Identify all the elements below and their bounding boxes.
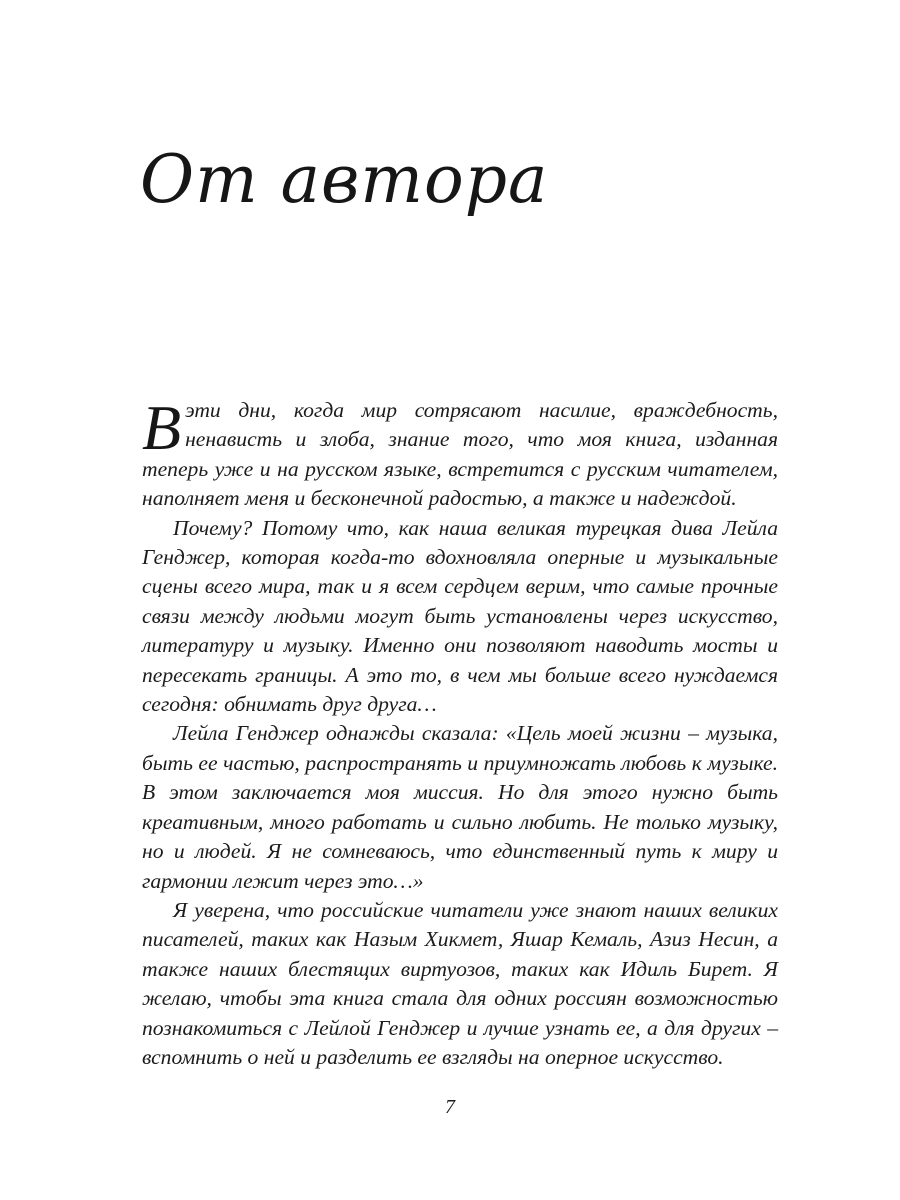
paragraph-4: Я уверена, что российские читатели уже знают наших великих писателей, таких как Назым Хикмет, Яшар Кемаль, Азиз Несин, а также наших блестящих виртуозов, таких как Идиль Бирет. Я желаю, чтобы эта книга стала для одних россиян возможностью познакомиться с Лейлой Генджер и лучше узнать ее, а для других – вспомнить о ней и разделить ее взгляды на оперное искусство. <box>142 897 778 1069</box>
page-number: 7 <box>445 1096 455 1118</box>
body-text <box>142 392 778 1072</box>
paragraph-2: Почему? Потому что, как наша великая турецкая дива Лейла Генджер, которая когда-то вдохновляла оперные и музыкальные сцены всего мира, так и я всем сердцем верим, что самые прочные связи между людьми могут быть установлены через искусство, литературу и музыку. Именно они позволяют наводить мосты и пересекать границы. А это то, в чем мы больше всего нуждаемся сегодня: обнимать друг друга… <box>142 515 778 717</box>
drop-cap: В <box>142 392 182 463</box>
paragraph-1 <box>142 392 778 514</box>
paragraph-1-text: эти дни, когда мир сотрясают насилие, враждебность, ненависть и злоба, знание того, что моя книга, изданная теперь уже и на русском языке, встретится с русским читателем, наполняет меня и бесконечной радостью, а также и надеждой. <box>142 398 778 511</box>
paragraph-3: Лейла Генджер однажды сказала: «Цель моей жизни – музыка, быть ее частью, распространять и приумножать любовь к музыке. В этом заключается моя миссия. Но для этого нужно быть креативным, много работать и сильно любить. Не только музыку, но и людей. Я не сомневаюсь, что единственный путь к миру и гармонии лежит через это…» <box>142 721 778 893</box>
chapter-title: От автора <box>140 141 549 218</box>
